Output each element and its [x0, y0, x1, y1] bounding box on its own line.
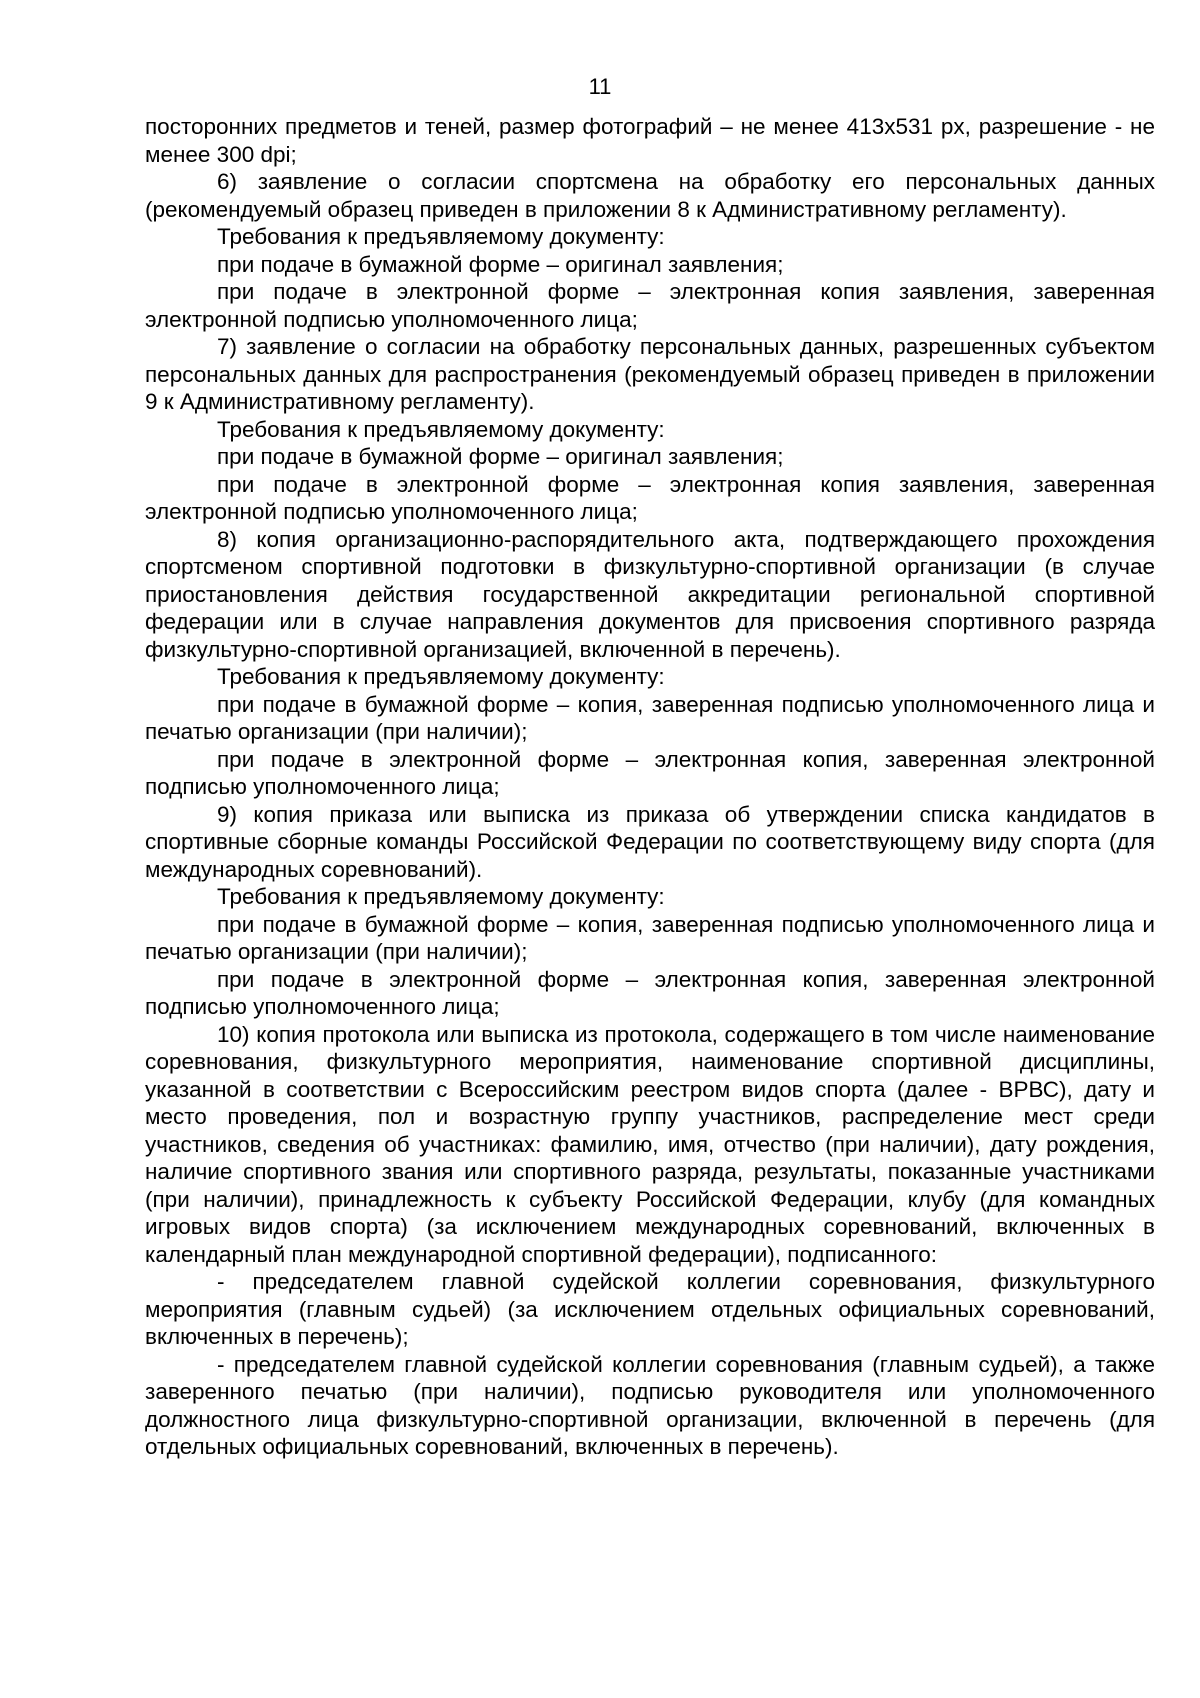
paragraph-3: Требования к предъявляемому документу: [217, 224, 665, 249]
paragraph-8: при подаче в бумажной форме – оригинал заявления; [217, 444, 784, 469]
paragraph-1: посторонних предметов и теней, размер фотографий – не менее 413x531 px, разрешение - не менее 300 dpi; [145, 114, 1155, 167]
page-number: 11 [588, 74, 612, 99]
document-body [145, 113, 1155, 1461]
paragraph-17: при подаче в электронной форме – электронная копия, заверенная электронной подписью уполномоченного лица; [145, 966, 1155, 1019]
paragraph-14: 9) копия приказа или выписка из приказа об утверждении списка кандидатов в спортивные сборные команды Российской Федерации по соответствующему виду спорта (для международных соревнований). [145, 801, 1155, 882]
paragraph-2: 6) заявление о согласии спортсмена на обработку его персональных данных (рекомендуемый образец приведен в приложении 8 к Административному регламенту). [145, 169, 1155, 222]
paragraph-13: при подаче в электронной форме – электронная копия, заверенная электронной подписью уполномоченного лица; [145, 746, 1155, 799]
paragraph-12: при подаче в бумажной форме – копия, заверенная подписью уполномоченного лица и печатью организации (при наличии); [145, 691, 1155, 744]
paragraph-16: при подаче в бумажной форме – копия, заверенная подписью уполномоченного лица и печатью организации (при наличии); [145, 911, 1155, 964]
paragraph-7: Требования к предъявляемому документу: [217, 416, 665, 442]
paragraph-18: 10) копия протокола или выписка из протокола, содержащего в том числе наименование соревнования, физкультурного мероприятия, наименование спортивной дисциплины, указанной в соответствии с Всероссийским реестром видов спорта (далее - ВРВС), дату и место проведения, пол и возрастную группу участников, распределение мест среди участников, сведения об участниках: фамилию, имя, отчество (при наличии), дату рождения, наличие спортивного звания или спортивного разряда, результаты, показанные участниками (при наличии), принадлежность к субъекту Российской Федерации, клубу (для командных игровых видов спорта) (за исключением международных соревнований, включенных в календарный план международной спортивной федерации), подписанного: [145, 1021, 1155, 1267]
paragraph-19: - председателем главной судейской коллегии соревнования, физкультурного мероприятия (главным судьей) (за исключением отдельных официальных соревнований, включенных в перечень); [145, 1269, 1155, 1349]
paragraph-5: при подаче в электронной форме – электронная копия заявления, заверенная электронной подписью уполномоченного лица; [145, 279, 1155, 332]
paragraph-9: при подаче в электронной форме – электронная копия заявления, заверенная электронной подписью уполномоченного лица; [145, 471, 1155, 524]
paragraph-11: Требования к предъявляемому документу: [217, 664, 665, 689]
paragraph-20: - председателем главной судейской коллегии соревнования (главным судьей), а также заверенного печатью (при наличии), подписью руководителя или уполномоченного должностного лица физкультурно-спортивной организации, включенной в перечень (для отдельных официальных соревнований, включенных в перечень). [145, 1351, 1155, 1459]
paragraph-4: при подаче в бумажной форме – оригинал заявления; [217, 251, 784, 277]
paragraph-6: 7) заявление о согласии на обработку персональных данных, разрешенных субъектом персональных данных для распространения (рекомендуемый образец приведен в приложении 9 к Административному регламенту). [145, 334, 1155, 414]
paragraph-15: Требования к предъявляемому документу: [217, 884, 665, 909]
paragraph-10: 8) копия организационно-распорядительного акта, подтверждающего прохождения спортсменом спортивной подготовки в физкультурно-спортивной организации (в случае приостановления действия государственной аккредитации региональной спортивной федерации или в случае направления документов для присвоения спортивного разряда физкультурно-спортивной организацией, включенной в перечень). [145, 526, 1155, 662]
